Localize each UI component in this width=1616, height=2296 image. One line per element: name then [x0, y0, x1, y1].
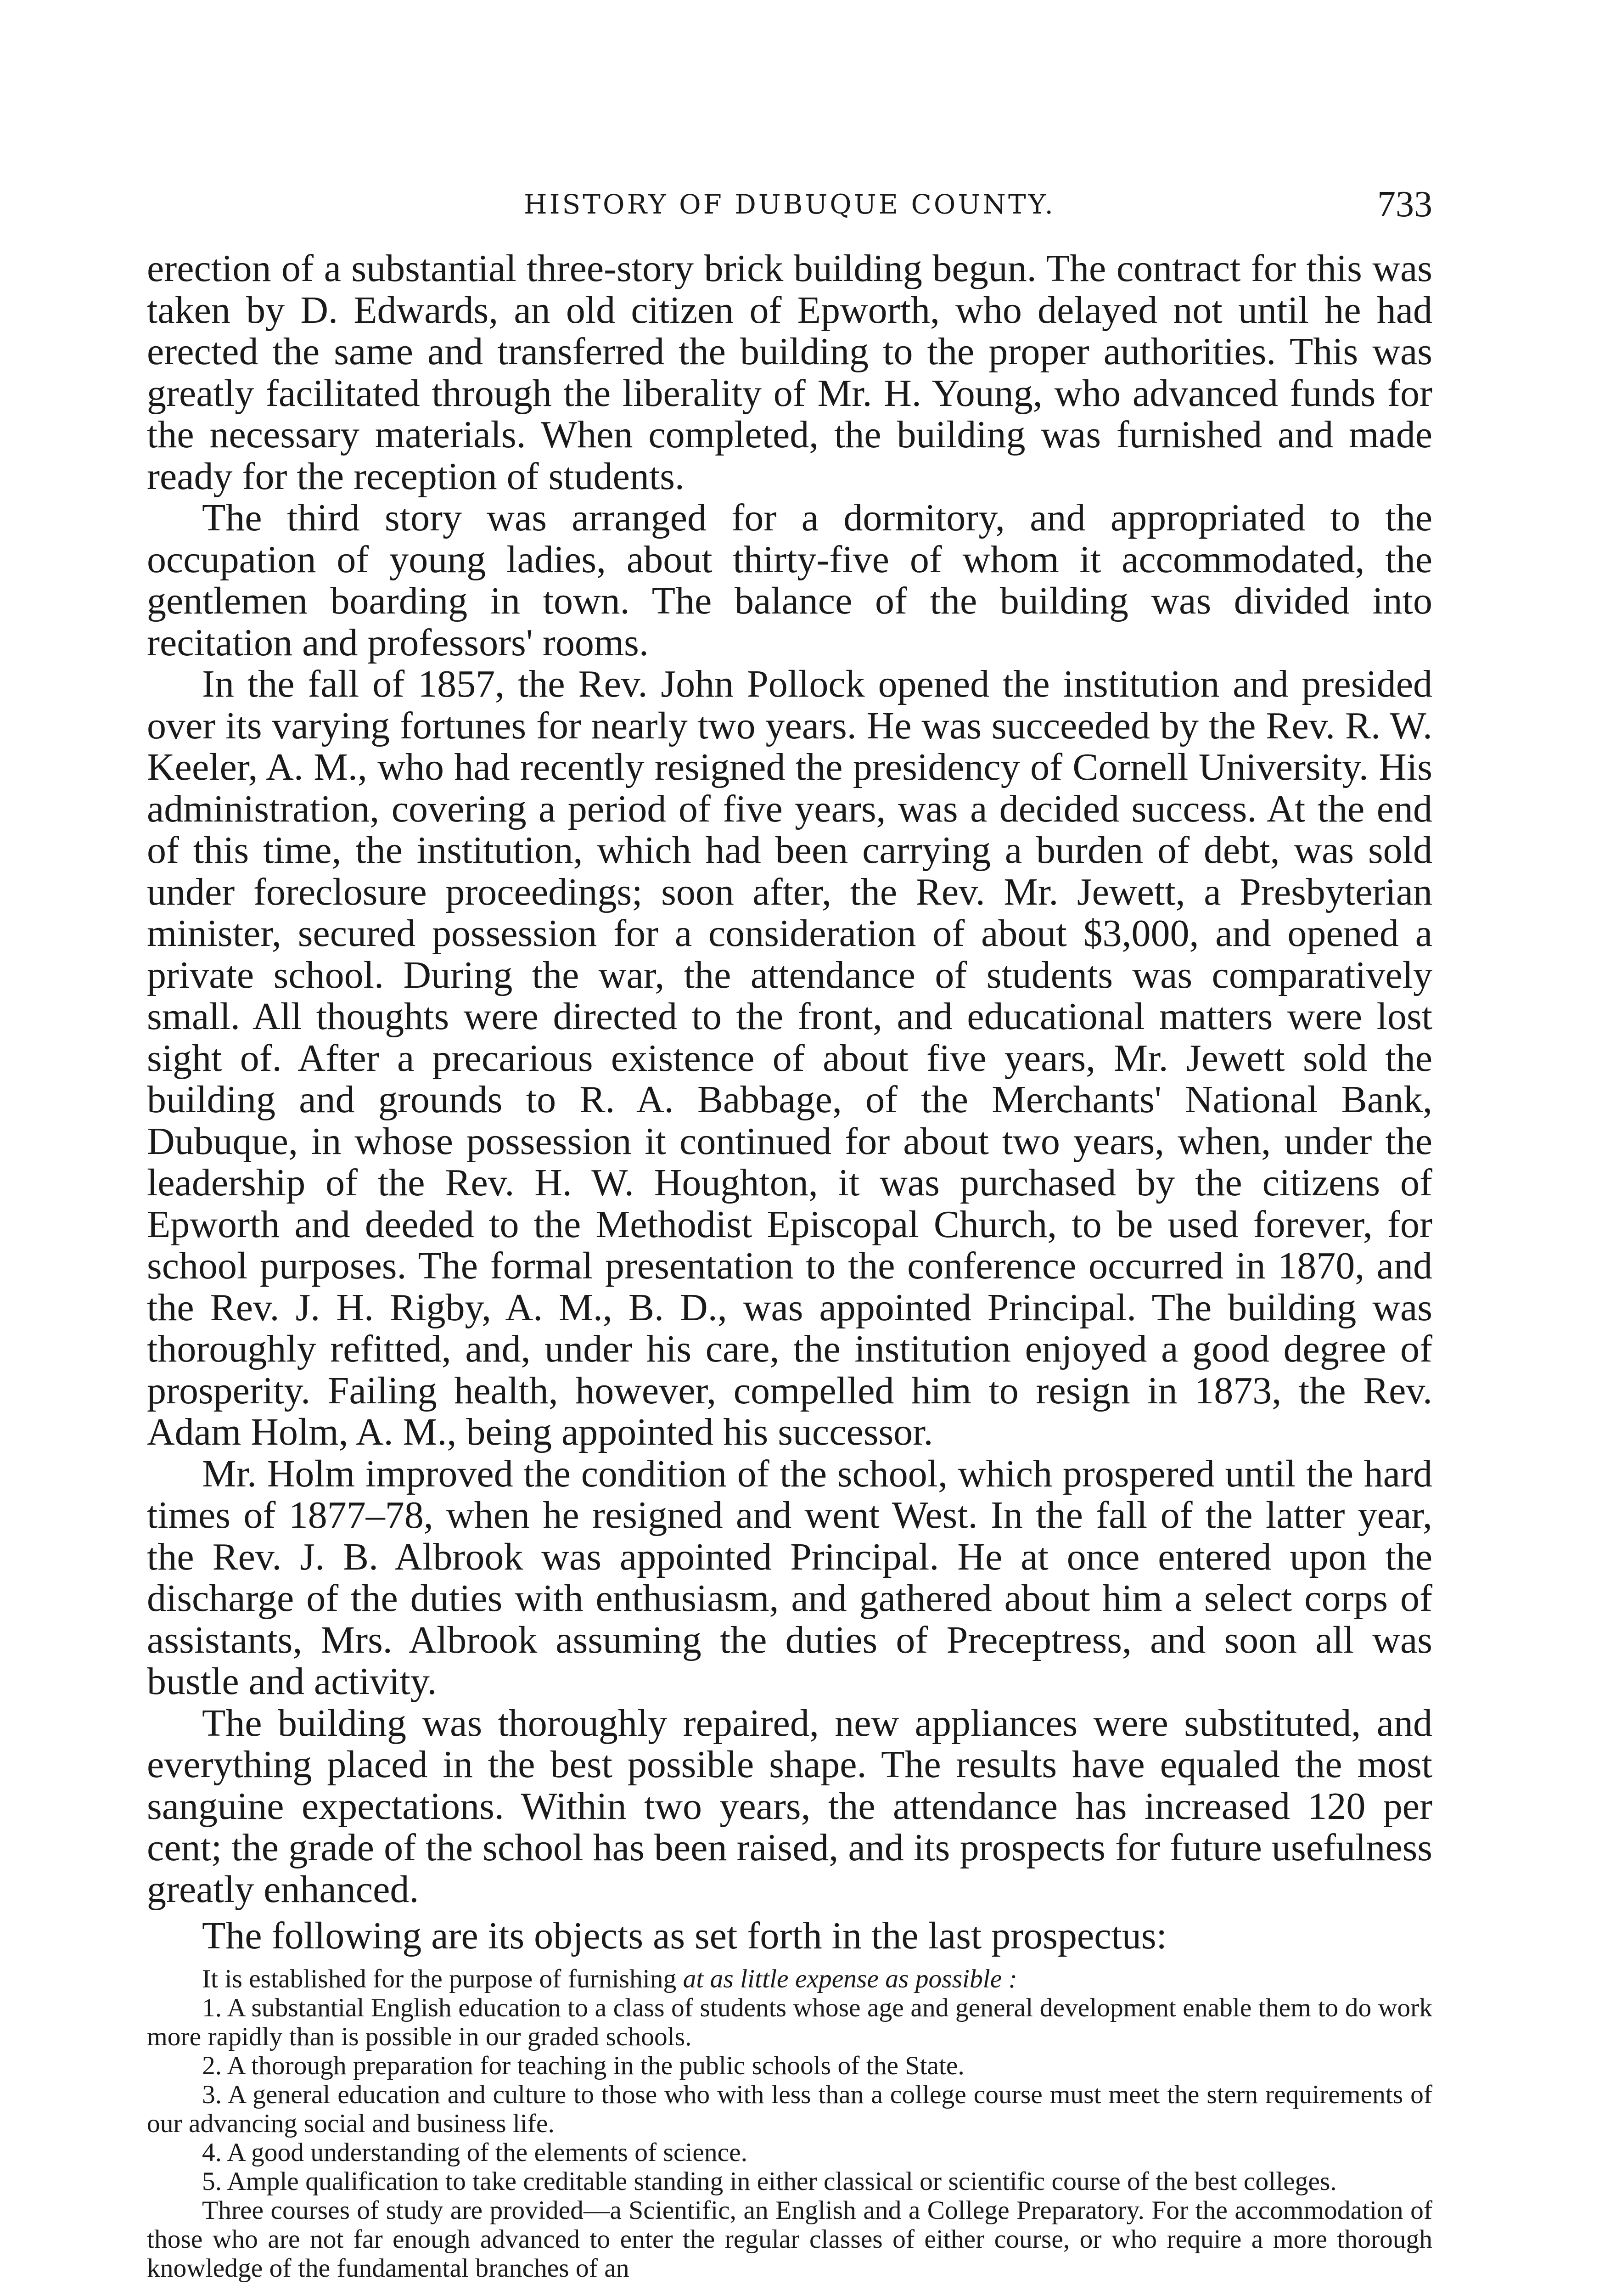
- page-number: 733: [1377, 184, 1432, 225]
- prospectus-lead-text: It is established for the purpose of furnishing: [202, 1964, 677, 1993]
- paragraph-holm-albrook: Mr. Holm improved the condition of the school, which prospered until the hard times of 1877–78, when he resigned and went West. In the fall of the latter year, the Rev. J. B. Albrook was appointed Principal. He at once entered upon the discharge of the duties with enthusiasm, and gathered about him a select corps of assistants, Mrs. Albrook assuming the duties of Preceptress, and soon all was bustle and activity.: [147, 1452, 1432, 1703]
- prospectus-lead-emphasis: at as little expense as possible :: [683, 1964, 1017, 1993]
- running-title: HISTORY OF DUBUQUE COUNTY.: [524, 189, 1055, 220]
- prospectus-intro: The following are its objects as set forth in the last prospectus:: [202, 1914, 1167, 1957]
- prospectus-item: 4. A good understanding of the elements of science.: [202, 2138, 748, 2167]
- prospectus-courses: Three courses of study are provided—a Scientific, an English and a College Preparatory. For the accommodation of those who are not far enough advanced to enter the regular classes of either course, or who require a more thorough knowledge of the fundamental branches of an: [147, 2196, 1432, 2283]
- paragraph-building-repaired: The building was thoroughly repaired, new appliances were substituted, and everything placed in the best possible shape. The results have equaled the most sanguine expectations. Within two years, the attendance has increased 120 per cent; the grade of the school has been raised, and its prospects for future usefulness greatly enhanced.: [147, 1701, 1432, 1911]
- prospectus-item: 3. A general education and culture to those who with less than a college course must meet the stern requirements of our advancing social and business life.: [147, 2080, 1432, 2138]
- prospectus-item: 1. A substantial English education to a class of students whose age and general development enable them to do work more rapidly than is possible in our graded schools.: [147, 1993, 1432, 2051]
- prospectus-lead: [147, 1964, 1432, 1993]
- page-header: [147, 179, 1432, 230]
- page-body: [147, 248, 1432, 2283]
- prospectus-item: 5. Ample qualification to take creditable standing in either classical or scientific course of the best colleges.: [202, 2167, 1337, 2196]
- paragraph-building-erection: erection of a substantial three-story brick building begun. The contract for this was taken by D. Edwards, an old citizen of Epworth, who delayed not until he had erected the same and transferred the building to the proper authorities. This was greatly facilitated through the liberality of Mr. H. Young, who advanced funds for the necessary materials. When completed, the building was furnished and made ready for the reception of students.: [147, 247, 1432, 498]
- paragraph-dormitory: The third story was arranged for a dormitory, and appropriated to the occupation of young ladies, about thirty-five of whom it accommodated, the gentlemen boarding in town. The balance of the building was divided into recitation and professors' rooms.: [147, 496, 1432, 664]
- prospectus-item: 2. A thorough preparation for teaching in the public schools of the State.: [202, 2051, 965, 2080]
- paragraph-institution-history: In the fall of 1857, the Rev. John Pollock opened the institution and presided over its varying fortunes for nearly two years. He was succeeded by the Rev. R. W. Keeler, A. M., who had recently resigned the presidency of Cornell University. His administration, covering a period of five years, was a decided success. At the end of this time, the institution, which had been carrying a burden of debt, was sold under foreclosure proceedings; soon after, the Rev. Mr. Jewett, a Presbyterian minister, secured possession for a consideration of about $3,000, and opened a private school. During the war, the attendance of students was comparatively small. All thoughts were directed to the front, and educational matters were lost sight of. After a precarious existence of about five years, Mr. Jewett sold the building and grounds to R. A. Babbage, of the Merchants' National Bank, Dubuque, in whose possession it continued for about two years, when, under the leadership of the Rev. H. W. Houghton, it was purchased by the citizens of Epworth and deeded to the Methodist Episcopal Church, to be used forever, for school purposes. The formal presentation to the conference occurred in 1870, and the Rev. J. H. Rigby, A. M., B. D., was appointed Principal. The building was thoroughly refitted, and, under his care, the institution enjoyed a good degree of prosperity. Failing health, however, compelled him to resign in 1873, the Rev. Adam Holm, A. M., being appointed his successor.: [147, 663, 1432, 1453]
